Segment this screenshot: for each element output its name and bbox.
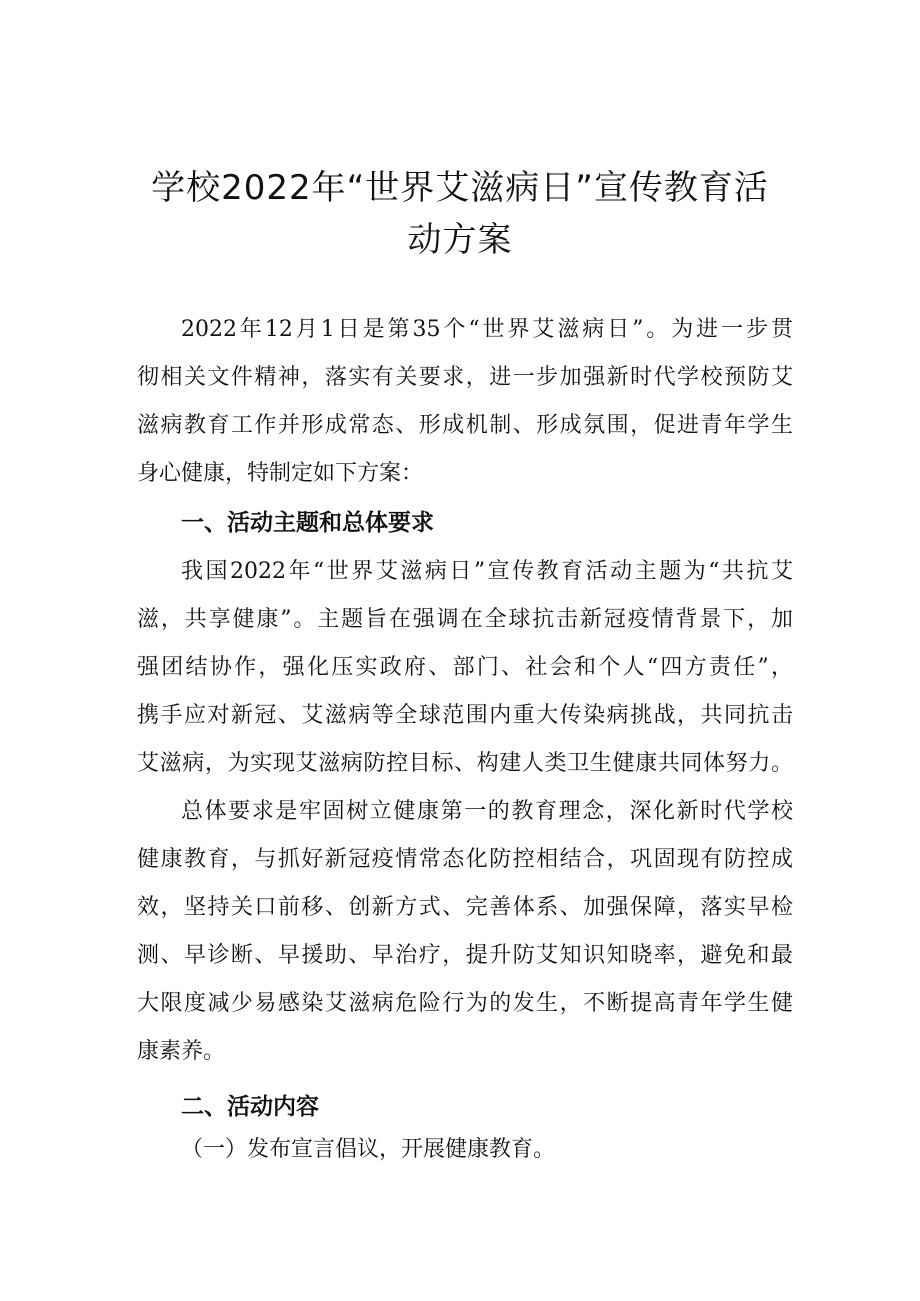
document-title-line-2: 动方案 <box>407 220 513 260</box>
section-1-heading: 一、活动主题和总体要求 <box>181 510 434 536</box>
section-1-para-1-line-4: 携手应对新冠、艾滋病等全球范围内重大传染病挑战，共同抗击 <box>137 703 793 728</box>
section-1-para-1-line-3: 强团结协作，强化压实政府、部门、社会和个人“四方责任”， <box>137 655 793 680</box>
section-1-para-2-line-3: 效，坚持关口前移、创新方式、完善体系、加强保障，落实早检 <box>137 895 793 920</box>
section-2-heading: 二、活动内容 <box>181 1094 319 1120</box>
intro-line-3: 滋病教育工作并形成常态、形成机制、形成氛围，促进青年学生 <box>137 413 793 438</box>
document-title-line-1: 学校2022年“世界艾滋病日”宣传教育活 <box>151 168 769 208</box>
section-1-para-1-line-2: 滋，共享健康”。主题旨在强调在全球抗击新冠疫情背景下，加 <box>137 607 793 632</box>
section-1-para-2-line-1: 总体要求是牢固树立健康第一的教育理念，深化新时代学校 <box>181 799 793 824</box>
section-1-para-1-line-1: 我国2022年“世界艾滋病日”宣传教育活动主题为“共抗艾 <box>181 559 793 584</box>
section-1-para-2-line-2: 健康教育，与抓好新冠疫情常态化防控相结合，巩固现有防控成 <box>137 847 793 872</box>
intro-line-2: 彻相关文件精神，落实有关要求，进一步加强新时代学校预防艾 <box>137 365 793 390</box>
section-1-para-1-line-5: 艾滋病，为实现艾滋病防控目标、构建人类卫生健康共同体努力。 <box>137 751 793 776</box>
section-1-para-2-line-5: 大限度减少易感染艾滋病危险行为的发生，不断提高青年学生健 <box>137 991 793 1016</box>
intro-line-1: 2022年12月1日是第35个“世界艾滋病日”。为进一步贯 <box>181 317 793 342</box>
intro-line-4: 身心健康，特制定如下方案： <box>137 461 424 486</box>
section-1-para-2-line-6: 康素养。 <box>137 1039 226 1064</box>
section-1-para-2-line-4: 测、早诊断、早援助、早治疗，提升防艾知识知晓率，避免和最 <box>137 943 793 968</box>
section-2-item-1: （一）发布宣言倡议，开展健康教育。 <box>181 1137 556 1162</box>
